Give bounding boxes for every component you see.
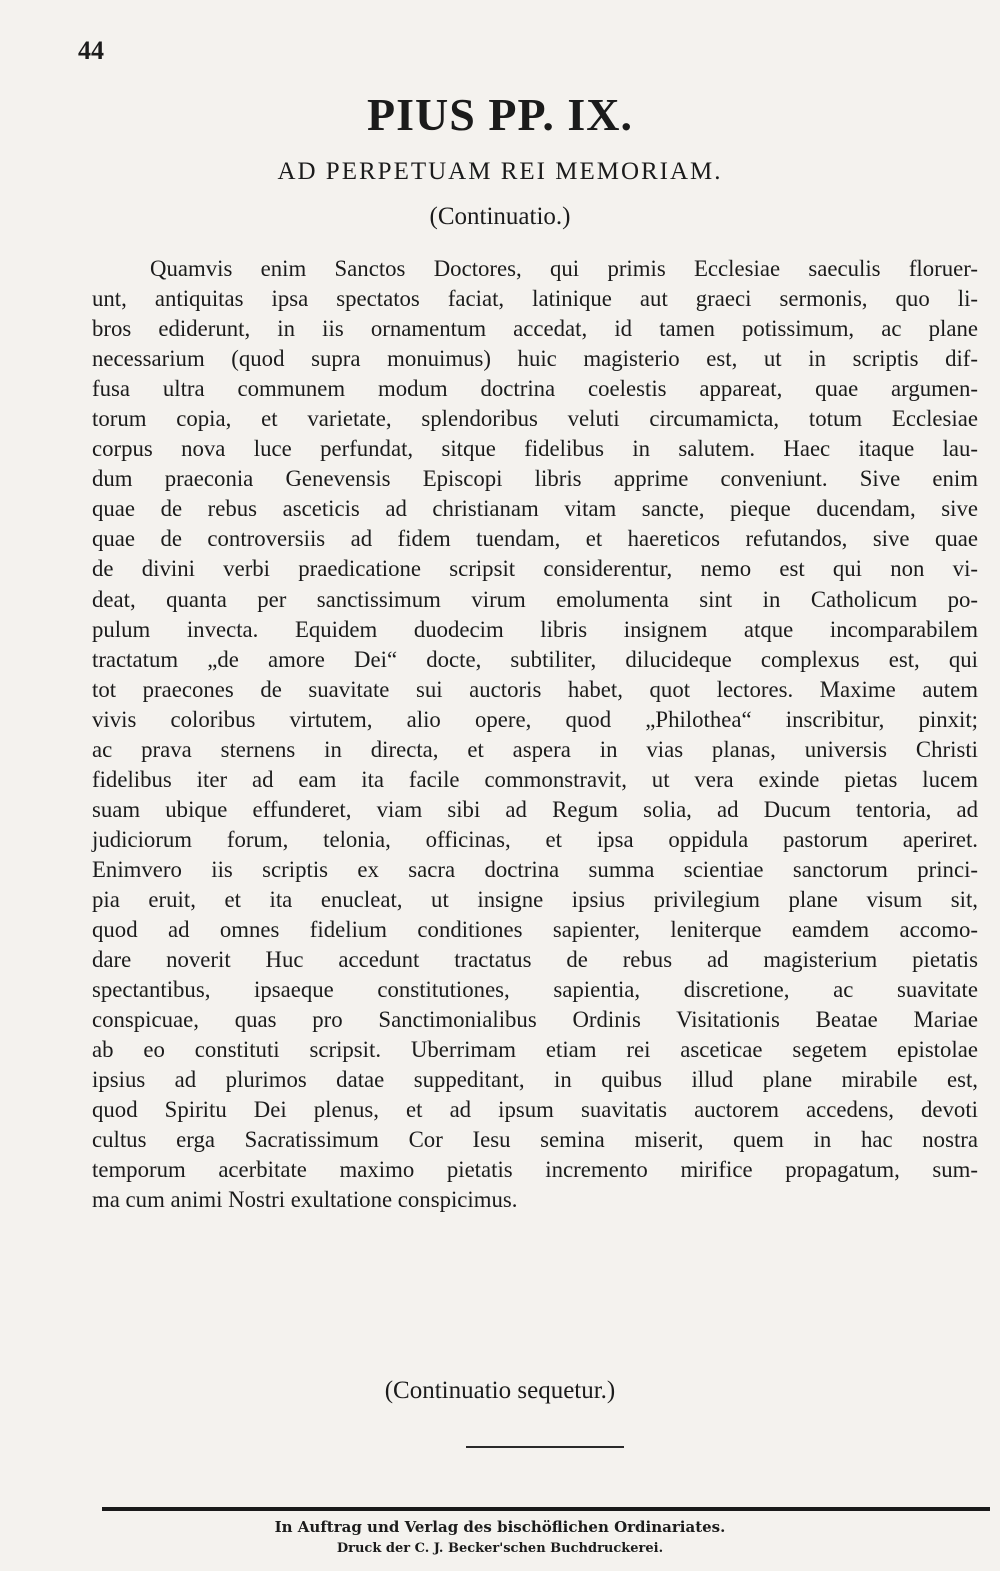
page-subtitle: AD PERPETUAM REI MEMORIAM. <box>277 158 723 185</box>
page-number: 44 <box>78 36 104 65</box>
text-line: quae de controversiis ad fidem tuendam, et haereticos refutandos, sive quae <box>92 526 978 552</box>
continuation-note: (Continuatio sequetur.) <box>384 1377 616 1404</box>
text-line: de divini verbi praedicatione scripsit considerentur, nemo est qui non vi- <box>92 556 978 582</box>
text-line: corpus nova luce perfundat, sitque fidelibus in salutem. Haec itaque lau- <box>92 436 978 462</box>
text-line: deat, quanta per sanctissimum virum emolumenta sint in Catholicum po- <box>92 586 978 612</box>
text-line: quod Spiritu Dei plenus, et ad ipsum suavitatis auctorem accedens, devoti <box>92 1097 978 1123</box>
text-line: quae de rebus asceticis ad christianam vitam sancte, pieque ducendam, sive <box>92 496 978 522</box>
text-line: suam ubique effunderet, viam sibi ad Regum solia, ad Ducum tentoria, ad <box>92 796 978 822</box>
text-line: bros ediderunt, in iis ornamentum accedat, id tamen potissimum, ac plane <box>92 316 978 342</box>
text-line: vivis coloribus virtutem, alio opere, quod „Philothea“ inscribitur, pinxit; <box>92 706 978 732</box>
body-text <box>92 254 978 1216</box>
text-line: fusa ultra communem modum doctrina coelestis appareat, quae argumen- <box>92 376 978 402</box>
page-title: PIUS PP. IX. <box>367 89 633 140</box>
text-line: ab eo constituti scripsit. Uberrimam etiam rei asceticae segetem epistolae <box>92 1037 978 1063</box>
footer-rule <box>102 1507 990 1511</box>
text-line: ipsius ad plurimos datae suppeditant, in quibus illud plane mirabile est, <box>92 1067 978 1093</box>
text-line: quod ad omnes fidelium conditiones sapienter, leniterque eamdem accomo- <box>92 917 978 943</box>
text-line: necessarium (quod supra monuimus) huic magisterio est, ut in scriptis dif- <box>92 346 978 372</box>
text-line: pulum invecta. Equidem duodecim libris insignem atque incomparabilem <box>92 616 978 642</box>
text-line: tractatum „de amore Dei“ docte, subtiliter, dilucideque complexus est, qui <box>92 646 978 672</box>
text-line: temporum acerbitate maximo pietatis incremento mirifice propagatum, sum- <box>92 1157 978 1183</box>
text-line: pia eruit, et ita enucleat, ut insigne ipsius privilegium plane visum sit, <box>92 886 978 912</box>
section-divider <box>466 1446 624 1448</box>
imprint-publisher: In Auftrag und Verlag des bischöflichen Ordinariates. <box>274 1518 726 1536</box>
text-line: unt, antiquitas ipsa spectatos faciat, latinique aut graeci sermonis, quo li- <box>92 286 978 312</box>
text-line: conspicuae, quas pro Sanctimonialibus Ordinis Visitationis Beatae Mariae <box>92 1007 978 1033</box>
text-line: fidelibus iter ad eam ita facile commonstravit, ut vera exinde pietas lucem <box>92 766 978 792</box>
text-line: spectantibus, ipsaeque constitutiones, sapientia, discretione, ac suavitate <box>92 977 978 1003</box>
text-line: dum praeconia Genevensis Episcopi libris apprime conveniunt. Sive enim <box>92 466 978 492</box>
text-line: Enimvero iis scriptis ex sacra doctrina summa scientiae sanctorum princi- <box>92 856 978 882</box>
text-line: dare noverit Huc accedunt tractatus de rebus ad magisterium pietatis <box>92 947 978 973</box>
text-line: tot praecones de suavitate sui auctoris habet, quot lectores. Maxime autem <box>92 676 978 702</box>
imprint-printer: Druck der C. J. Becker'schen Buchdruckerei. <box>336 1541 664 1556</box>
text-line: ac prava sternens in directa, et aspera in vias planas, universis Christi <box>92 736 978 762</box>
text-line: cultus erga Sacratissimum Cor Iesu semina miserit, quem in hac nostra <box>92 1127 978 1153</box>
text-line: ma cum animi Nostri exultatione conspicimus. <box>92 1187 518 1213</box>
continuatio-heading: (Continuatio.) <box>429 203 571 230</box>
text-line: torum copia, et varietate, splendoribus veluti circumamicta, totum Ecclesiae <box>92 406 978 432</box>
text-line: Quamvis enim Sanctos Doctores, qui primis Ecclesiae saeculis floruer- <box>150 256 978 281</box>
text-line: judiciorum forum, telonia, officinas, et ipsa oppidula pastorum aperiret. <box>92 826 978 852</box>
